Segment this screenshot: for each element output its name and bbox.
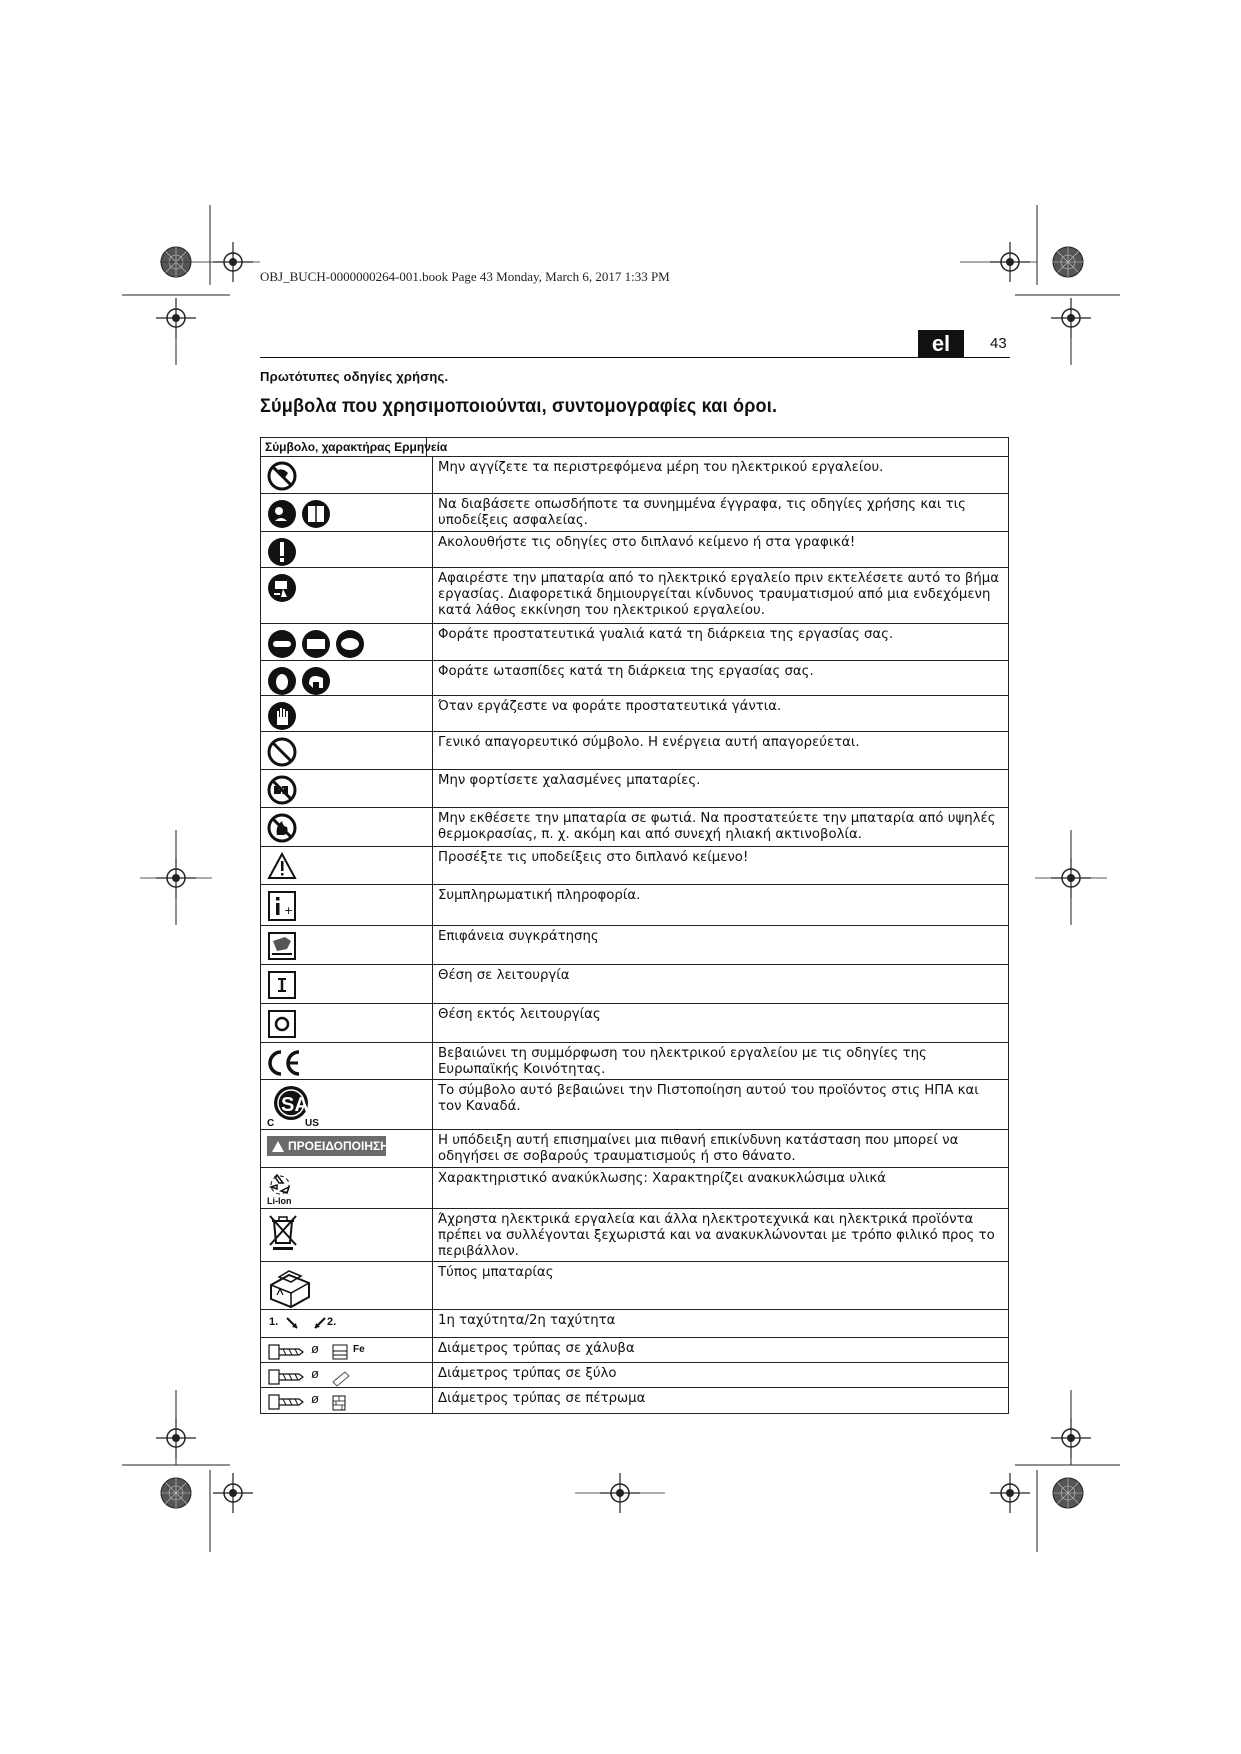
table-row-text: Το σύμβολο αυτό βεβαιώνει την Πιστοποίηση αυτού του προϊόντος στις ΗΠΑ και τον Καναδά. [438,1083,979,1114]
ce-mark-icon [267,1046,307,1080]
weee-bin-icon [267,1212,307,1252]
diameter-symbol: ø [311,1341,319,1356]
gloves-icon [267,699,307,733]
switch-on-icon [267,968,307,1002]
table-row [261,965,1008,1004]
table-row-text: Μην αγγίζετε τα περιστρεφόμενα μέρη του ηλεκτρικού εργαλείου. [438,460,884,475]
table-row [261,624,1008,661]
material-label-fe: Fe [353,1344,365,1355]
info-icon [267,888,307,924]
table-row [261,494,1008,532]
csa-label-c: C [267,1118,275,1129]
table-row-text: Μην εκθέσετε την μπαταρία σε φωτιά. Να προστατεύετε την μπαταρία από υψηλές θερμοκρασίας, π. χ. ακόμη και από συνεχή ηλιακή ακτινοβολία. [438,811,996,842]
li-ion-label: Li-Ion [267,1196,292,1206]
table-row [261,1043,1008,1080]
diameter-symbol: ø [311,1391,319,1406]
remove-battery-icon [267,571,307,605]
page-subtitle: Πρωτότυπες οδηγίες χρήσης. [260,369,449,384]
table-row [261,926,1008,965]
table-row-text: Διάμετρος τρύπας σε πέτρωμα [438,1391,646,1406]
ear-protection-icon [267,664,347,698]
table-row-text: Διάμετρος τρύπας σε ξύλο [438,1366,617,1381]
table-row-text: Φοράτε προστατευτικά γυαλιά κατά τη διάρκεια της εργασίας σας. [438,627,894,642]
table-row [261,696,1008,732]
safety-goggles-icon [267,627,377,661]
table-row [261,808,1008,847]
page-number: 43 [990,335,1007,352]
table-row [261,1388,1008,1413]
table-row-text: Διάμετρος τρύπας σε χάλυβα [438,1341,635,1356]
symbols-table [260,437,1009,1414]
table-row-text: Όταν εργάζεστε να φοράτε προστατευτικά γάντια. [438,699,782,714]
no-charge-damaged-battery-icon [267,773,307,807]
diameter-symbol: ø [311,1366,319,1381]
prohibition-icon [267,735,307,769]
grip-surface-icon [267,929,307,963]
table-row [261,732,1008,770]
svg-text:SA: SA [281,1094,309,1116]
speed-selector-icon [285,1312,365,1336]
table-row-text: Βεβαιώνει τη συμμόρφωση του ηλεκτρικού εργαλείου με τις οδηγίες της Ευρωπαϊκής Κοινότητας. [438,1046,927,1077]
table-row [261,770,1008,808]
table-row-text: 1η ταχύτητα/2η ταχύτητα [438,1313,616,1328]
header-rule [260,357,1010,358]
table-row [261,1310,1008,1338]
table-row-text: Φοράτε ωτασπίδες κατά τη διάρκεια της εργασίας σας. [438,664,814,679]
table-row [261,1168,1008,1209]
battery-type-icon [267,1265,317,1309]
table-row [261,1363,1008,1388]
table-row [261,532,1008,568]
table-row [261,1004,1008,1043]
no-touch-rotating-icon [267,460,307,492]
table-row-text: Ακολουθήστε τις οδηγίες στο διπλανό κείμενο ή στα γραφικά! [438,535,856,550]
table-row [261,661,1008,696]
drill-wood-icon [267,1366,387,1388]
table-row [261,1130,1008,1168]
table-row-text: Η υπόδειξη αυτή επισημαίνει μια πιθανή επικίνδυνη κατάσταση που μπορεί να οδηγήσει σε σοβαρούς τραυματισμούς ή στο θάνατο. [438,1133,959,1164]
table-row-text: Μην φορτίσετε χαλασμένες μπαταρίες. [438,773,701,788]
table-row [261,568,1008,624]
warning-badge-icon [267,1136,389,1156]
table-row [261,847,1008,885]
table-row [261,1262,1008,1310]
table-row-text: Άχρηστα ηλεκτρικά εργαλεία και άλλα ηλεκτροτεχνικά και ηλεκτρικά προϊόντα πρέπει να συλλέγονται ξεχωριστά και να ανακυκλώνονται με τρόπο φιλικό προς το περιβάλλον. [438,1212,995,1259]
read-manual-icon [267,497,347,531]
no-fire-battery-icon [267,811,307,845]
table-row [261,1209,1008,1262]
csa-label-us: US [305,1118,319,1129]
table-row-text: Θέση εκτός λειτουργίας [438,1007,601,1022]
language-badge: el [918,330,964,358]
warning-triangle-icon [267,850,307,884]
switch-off-icon [267,1007,307,1041]
table-row [261,885,1008,926]
drill-masonry-icon [267,1391,387,1413]
table-row-text: Αφαιρέστε την μπαταρία από το ηλεκτρικό εργαλείο πριν εκτελέσετε αυτό το βήμα εργασίας. Διαφορετικά δημιουργείται κίνδυνος τραυματισμού από μια ενδεχόμενη κατά λάθος εκκίνηση του ηλεκτρικού εργαλείου. [438,571,1000,618]
speed-label-2: 2. [327,1316,337,1328]
book-header-line: OBJ_BUCH-0000000264-001.book Page 43 Monday, March 6, 2017 1:33 PM [260,269,670,284]
drill-steel-icon [267,1341,387,1363]
table-row-text: Γενικό απαγορευτικό σύμβολο. Η ενέργεια αυτή απαγορεύεται. [438,735,860,750]
table-row [261,1080,1008,1130]
table-row-text: Προσέξτε τις υποδείξεις στο διπλανό κείμενο! [438,850,749,865]
table-row [261,1338,1008,1363]
page-title: Σύμβολα που χρησιμοποιούνται, συντομογραφίες και όροι. [260,396,778,417]
table-row-text: Θέση σε λειτουργία [438,968,570,983]
exclamation-icon [267,535,307,569]
table-header-cell: Σύμβολο, χαρακτήρας Ερμηνεία [261,438,427,456]
table-row-text: Να διαβάσετε οπωσδήποτε τα συνημμένα έγγραφα, τις οδηγίες χρήσης και τις υποδείξεις ασφαλείας. [438,497,966,528]
warning-badge-text: ΠΡΟΕΙΔΟΠΟΙΗΣΗ [288,1139,389,1153]
table-row [261,457,1008,494]
table-row-text: Χαρακτηριστικό ανακύκλωσης: Χαρακτηρίζει ανακυκλώσιμα υλικά [438,1171,886,1186]
table-row-text: Τύπος μπαταρίας [438,1265,554,1280]
table-row-text: Επιφάνεια συγκράτησης [438,929,599,944]
svg-text:+: + [284,904,294,917]
table-row-text: Συμπληρωματική πληροφορία. [438,888,641,903]
table-header [261,438,1008,457]
speed-label-1: 1. [269,1316,279,1328]
